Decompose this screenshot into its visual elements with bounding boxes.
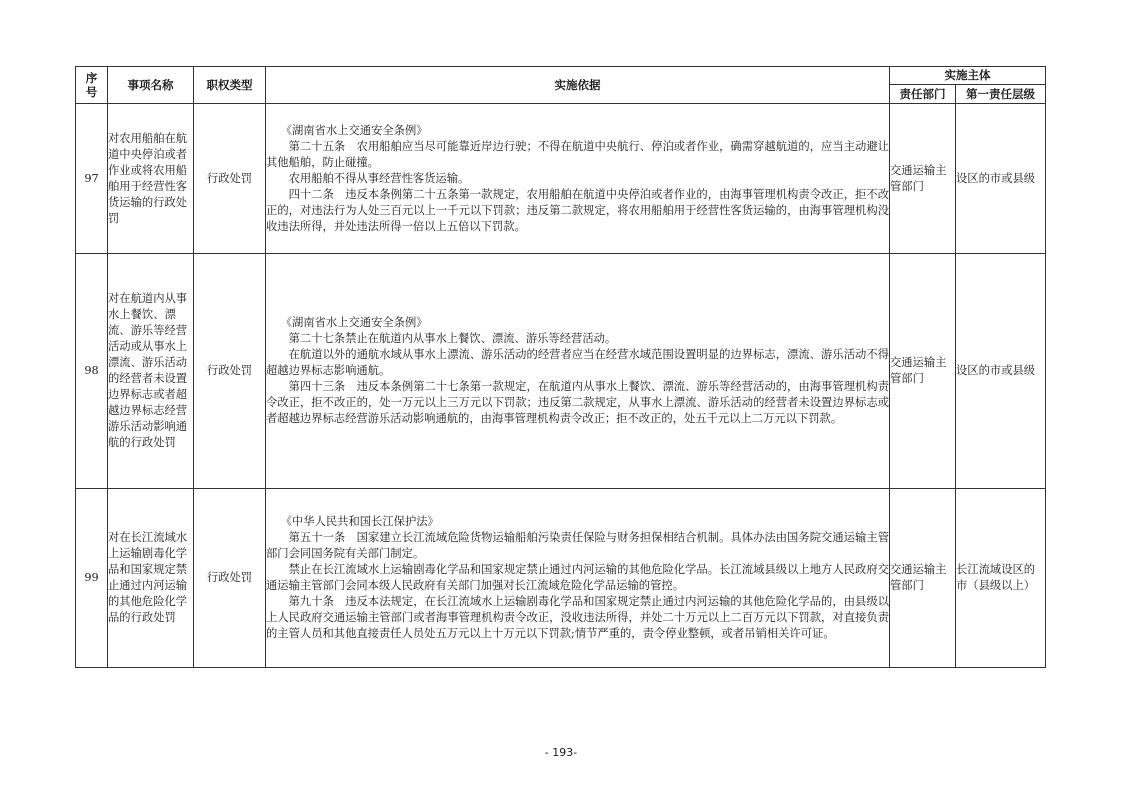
- basis-paragraph: 在航道以外的通航水域从事水上漂流、游乐活动的经营者应当在经营水域范围设置明显的边界标志，漂流、游乐活动不得超越边界标志影响通航。: [266, 348, 889, 377]
- item-name: 对农用船舶在航道中央停泊或者作业或将农用船舶用于经营性客货运输的行政处罚: [108, 104, 194, 254]
- item-name: 对在航道内从事水上餐饮、漂流、游乐等经营活动或从事水上漂流、游乐活动的经营者未设置边界标志或者超越边界标志经营游乐活动影响通航的行政处罚: [108, 254, 194, 489]
- responsibility-level: 设区的市或县级: [956, 254, 1046, 489]
- responsibility-level: 长江流域设区的市（县级以上）: [956, 489, 1046, 668]
- basis-paragraph: 第四十三条 违反本条例第二十七条第一款规定，在航道内从事水上餐饮、漂流、游乐等经营活动的，由海事管理机构责令改正，拒不改正的，处一万元以上三万元以下罚款；违反第二款规定，从事水上漂流、游乐活动的经营者未设置边界标志或者超越边界标志经营游乐活动影响通航的，由海事管理机构责令改正；拒不改正的，处五千元以上二万元以下罚款。: [266, 380, 889, 425]
- basis-paragraph: 第九十条 违反本法规定，在长江流域水上运输剧毒化学品和国家规定禁止通过内河运输的其他危险化学品的，由县级以上人民政府交通运输主管部门或者海事管理机构责令改正，没收违法所得，并处二十万元以上二百万元以下罚款，对直接负责的主管人员和其他直接责任人员处五万元以上十万元以下罚款;情节严重的，责令停业整顿，或者吊销相关许可证。: [266, 595, 889, 640]
- basis-paragraph: 农用船舶不得从事经营性客货运输。: [288, 171, 470, 185]
- authority-type: 行政处罚: [194, 489, 266, 668]
- basis-paragraph: 第二十五条 农用船舶应当尽可能靠近岸边行驶；不得在航道中央航行、停泊或者作业，确需穿越航道的，应当主动避让其他船舶，防止碰撞。: [266, 139, 889, 169]
- header-basis: 实施依据: [266, 67, 890, 104]
- item-name: 对在长江流域水上运输剧毒化学品和国家规定禁止通过内河运输的其他危险化学品的行政处罚: [108, 489, 194, 668]
- table-row: [76, 254, 1046, 489]
- implementation-basis: [266, 254, 890, 489]
- implementation-basis: [266, 104, 890, 254]
- authority-type: 行政处罚: [194, 104, 266, 254]
- basis-title: 《湖南省水上交通安全条例》: [280, 123, 428, 137]
- header-type: 职权类型: [194, 67, 266, 104]
- header-name: 事项名称: [108, 67, 194, 104]
- table-row: [76, 104, 1046, 254]
- basis-title: 《中华人民共和国长江保护法》: [280, 515, 439, 528]
- responsibility-level: 设区的市或县级: [956, 104, 1046, 254]
- implementation-basis: [266, 489, 890, 668]
- page-number: - 193-: [544, 746, 578, 759]
- table-row: [76, 489, 1046, 668]
- responsible-dept: 交通运输主管部门: [890, 254, 956, 489]
- authority-type: 行政处罚: [194, 254, 266, 489]
- basis-title: 《湖南省水上交通安全条例》: [280, 316, 428, 329]
- header-level: 第一责任层级: [956, 85, 1046, 104]
- table-body: [76, 104, 1046, 668]
- basis-paragraph: 禁止在长江流域水上运输剧毒化学品和国家规定禁止通过内河运输的其他危险化学品。长江流域县级以上地方人民政府交通运输主管部门会同本级人民政府有关部门加强对长江流域危险化学品运输的管控。: [266, 563, 889, 592]
- header-subject: 实施主体: [890, 67, 1046, 85]
- basis-paragraph: 四十二条 违反本条例第二十五条第一款规定，农用船舶在航道中央停泊或者作业的，由海事管理机构责令改正，拒不改正的，对违法行为人处三百元以上一千元以下罚款；违反第二款规定，将农用船舶用于经营性客货运输的，由海事管理机构没收违法所得，并处违法所得一倍以上五倍以下罚款。: [266, 187, 889, 233]
- basis-paragraph: 第二十七条禁止在航道内从事水上餐饮、漂流、游乐等经营活动。: [288, 332, 617, 345]
- row-number: 99: [76, 489, 108, 668]
- header-seq: 序号: [76, 67, 108, 104]
- header-dept: 责任部门: [890, 85, 956, 104]
- row-number: 98: [76, 254, 108, 489]
- enforcement-table: [75, 66, 1046, 668]
- responsible-dept: 交通运输主管部门: [890, 104, 956, 254]
- basis-paragraph: 第五十一条 国家建立长江流域危险货物运输船舶污染责任保险与财务担保相结合机制。具体办法由国务院交通运输主管部门会同国务院有关部门制定。: [266, 531, 889, 560]
- row-number: 97: [76, 104, 108, 254]
- responsible-dept: 交通运输主管部门: [890, 489, 956, 668]
